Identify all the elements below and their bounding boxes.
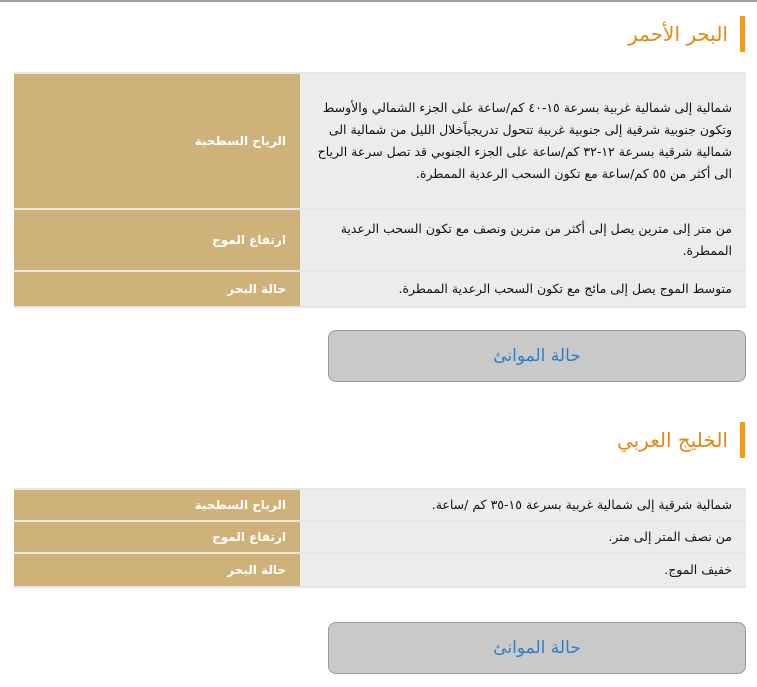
table-row: [14, 490, 746, 520]
red-sea-wave-value: من متر إلى مترين يصل إلى أكثر من مترين ونصف مع تكون السحب الرعدية الممطرة.: [300, 210, 746, 270]
red-sea-ports-status-button[interactable]: حالة الموانئ: [328, 330, 746, 382]
red-sea-wind-value: شمالية إلى شمالية غربية بسرعة ١٥-٤٠ كم/ساعة على الجزء الشمالي والأوسط وتكون جنوبية شرقية إلى جنوبية غربية تتحول تدريجياًخلال الليل من شمالية الى شمالية شرقية بسرعة ١٢-٣٢ كم/ساعة على الجزء الجنوبي قد تصل سرعة الرياح الى أكثر من ٥٥ كم/ساعة مع تكون السحب الرعدية الممطرة.: [300, 74, 746, 208]
arabian-gulf-forecast-table: [14, 488, 746, 588]
table-row: [14, 272, 746, 306]
gulf-state-value: خفيف الموج.: [300, 554, 746, 586]
red-sea-state-value: متوسط الموج يصل إلى مائج مع تكون السحب الرعدية الممطرة.: [300, 272, 746, 306]
top-divider: [0, 0, 757, 2]
table-row: [14, 522, 746, 552]
gulf-wave-label: ارتفاع الموج: [14, 522, 300, 552]
red-sea-wave-label: ارتفاع الموج: [14, 210, 300, 270]
red-sea-state-label: حالة البحر: [14, 272, 300, 306]
red-sea-title: البحر الأحمر: [628, 16, 745, 52]
arabian-gulf-title: الخليج العربي: [617, 422, 745, 458]
gulf-wave-value: من نصف المتر إلى متر.: [300, 522, 746, 552]
red-sea-forecast-table: [14, 72, 746, 308]
table-row: [14, 74, 746, 208]
red-sea-wind-label: الرياح السطحية: [14, 74, 300, 208]
gulf-state-label: حالة البحر: [14, 554, 300, 586]
table-row: [14, 554, 746, 586]
gulf-wind-label: الرياح السطحية: [14, 490, 300, 520]
table-row: [14, 210, 746, 270]
gulf-ports-status-button[interactable]: حالة الموانئ: [328, 622, 746, 674]
gulf-wind-value: شمالية شرقية إلى شمالية غربية بسرعة ١٥-٣٥ كم /ساعة.: [300, 490, 746, 520]
